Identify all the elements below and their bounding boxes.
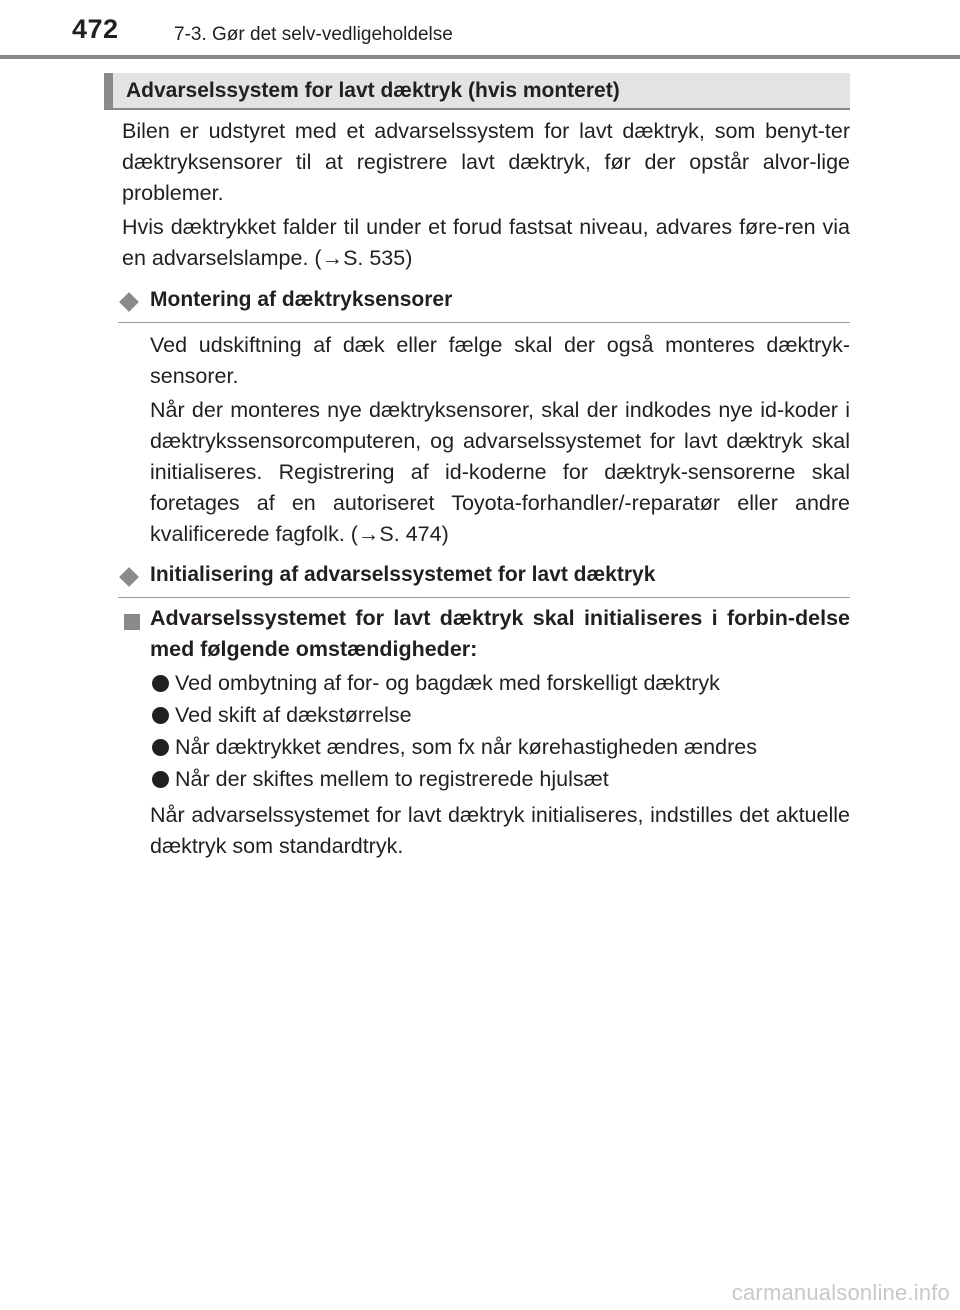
section-title: Advarselssystem for lavt dæktryk (hvis monteret) — [126, 79, 620, 102]
circle-bullet-icon — [152, 771, 169, 788]
page-number: 472 — [72, 14, 119, 44]
circle-bullet-icon — [152, 675, 169, 692]
subsection-heading-initialisation — [118, 563, 850, 598]
circle-bullet-icon — [152, 707, 169, 724]
subsection-title: Initialisering af advarselssystemet for lavt dæktryk — [150, 563, 656, 586]
square-bullet-icon — [124, 614, 140, 630]
section-tab-marker — [104, 73, 113, 110]
circle-bullet-icon — [152, 739, 169, 756]
list-item-text: Når der skiftes mellem to registrerede hjulsæt — [175, 767, 609, 791]
section-title-bar — [104, 73, 850, 110]
chapter-title: 7-3. Gør det selv-vedligeholdelse — [174, 24, 453, 45]
sensors-paragraph-1: Ved udskiftning af dæk eller fælge skal der også monteres dæktryk-sensorer. — [150, 333, 850, 388]
subsection-title: Montering af dæktryksensorer — [150, 288, 453, 311]
intro-paragraph-1: Bilen er udstyret med et advarselssystem for lavt dæktryk, som benyt-ter dæktryksensorer til at registrere lavt dæktryk, før der opstår alvor-lige problemer. — [122, 119, 850, 205]
initialisation-conditions-heading: Advarselssystemet for lavt dæktryk skal initialiseres i forbin-delse med følgende omstændigheder: — [150, 606, 850, 661]
header-divider — [0, 55, 960, 59]
sensors-paragraph-2: Når der monteres nye dæktryksensorer, skal der indkodes nye id-koder i dæktrykssensorcomputeren, og advarselssystemet for lavt dæktryk skal initialiseres. Registrering af id-koderne for dæktryk-sensorerne skal foretages af en autoriseret Toyota-forhandler/-reparatør eller andre kvalificerede fagfolk. (→S. 474) — [150, 398, 850, 546]
list-item-text: Ved ombytning af for- og bagdæk med forskelligt dæktryk — [175, 671, 720, 695]
watermark: carmanualsonline.info — [731, 1280, 950, 1305]
initialisation-closing-paragraph: Når advarselssystemet for lavt dæktryk initialiseres, indstilles det aktuelle dæktryk som standardtryk. — [150, 803, 850, 858]
list-item-text: Når dæktrykket ændres, som fx når kørehastigheden ændres — [175, 735, 757, 759]
list-item-text: Ved skift af dækstørrelse — [175, 703, 412, 727]
subsection-heading-sensors — [118, 288, 850, 323]
diamond-bullet-icon — [119, 292, 139, 312]
diamond-bullet-icon — [119, 567, 139, 587]
intro-paragraph-2: Hvis dæktrykket falder til under et forud fastsat niveau, advares føre-ren via en advarselslampe. (→S. 535) — [122, 215, 850, 270]
page-header — [0, 0, 960, 60]
